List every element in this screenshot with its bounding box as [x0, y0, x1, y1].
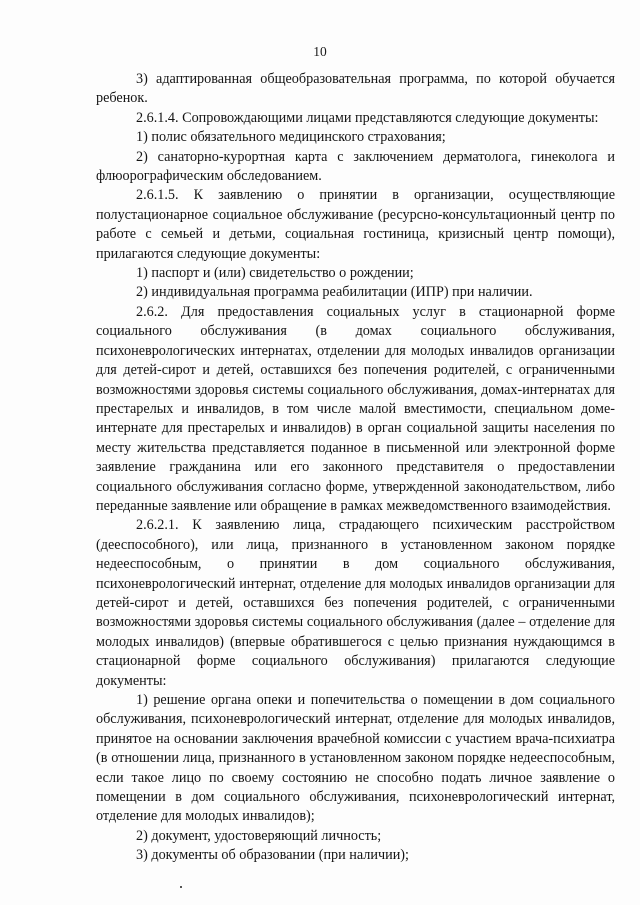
paragraph: 3) документы об образовании (при наличии); — [136, 847, 409, 864]
scan-speck — [180, 886, 182, 888]
paragraph: 1) полис обязательного медицинского страхования; — [136, 129, 446, 146]
document-body — [96, 70, 615, 866]
paragraph: 2.6.2. Для предоставления социальных услуг в стационарной форме социального обслуживания (в домах социального обслуживания, психоневрологических интернатах, отделении для молодых инвалидов организации для детей-сирот и детей, оставшихся без попечения родителей, с ограниченными возможностями здоровья системы социального обслуживания, домах-интернатах для престарелых и инвалидов, в том числе малой вместимости, специальном доме-интернате для престарелых и инвалидов) в орган социальной защиты населения по месту жительства представляется поданное в письменной или электронной форме заявление гражданина или его законного представителя о предоставлении социального обслуживания согласно форме, утвержденной законодательством, либо переданные заявление или обращение в рамках межведомственного взаимодействия. — [96, 303, 615, 514]
paragraph: 2) документ, удостоверяющий личность; — [136, 827, 382, 844]
page-number: 10 — [313, 44, 327, 59]
paragraph: 3) адаптированная общеобразовательная программа, по которой обучается ребенок. — [96, 71, 615, 107]
paragraph: 1) паспорт и (или) свидетельство о рождении; — [136, 265, 414, 282]
paragraph: 1) решение органа опеки и попечительства о помещении в дом социального обслуживания, психоневрологический интернат, отделение для молодых инвалидов, принятое на основании заключения врачебной комиссии с участием врача-психиатра (в отношении лица, признанного в установленном законом порядке недееспособным, если такое лицо по своему состоянию не способно подать личное заявление о помещении в дом социального обслуживания, психоневрологический интернат, отделение для молодых инвалидов); — [96, 692, 615, 825]
paragraph: 2.6.2.1. К заявлению лица, страдающего психическим расстройством (дееспособного), или лица, признанного в установленном законом порядке недееспособным, о принятии в дом социального обслуживания, психоневрологический интернат, отделение для молодых инвалидов организации для детей-сирот и детей, оставшихся без попечения родителей, с ограниченными возможностями здоровья системы социального обслуживания (далее – отделение для молодых инвалидов) (впервые обратившегося с целью признания нуждающимся в стационарной форме социального обслуживания) прилагаются следующие документы: — [96, 517, 615, 689]
paragraph: 2.6.1.5. К заявлению о принятии в организации, осуществляющие полустационарное социальное обслуживание (ресурсно-консультационный центр по работе с семьей и детьми, социальная гостиница, кризисный центр помощи), прилагаются следующие документы: — [96, 187, 615, 262]
paragraph: 2) индивидуальная программа реабилитации (ИПР) при наличии. — [136, 284, 533, 301]
paragraph: 2.6.1.4. Сопровождающими лицами представляются следующие документы: — [136, 109, 599, 126]
paragraph: 2) санаторно-курортная карта с заключением дерматолога, гинеколога и флюорографическим обследованием. — [96, 148, 615, 185]
